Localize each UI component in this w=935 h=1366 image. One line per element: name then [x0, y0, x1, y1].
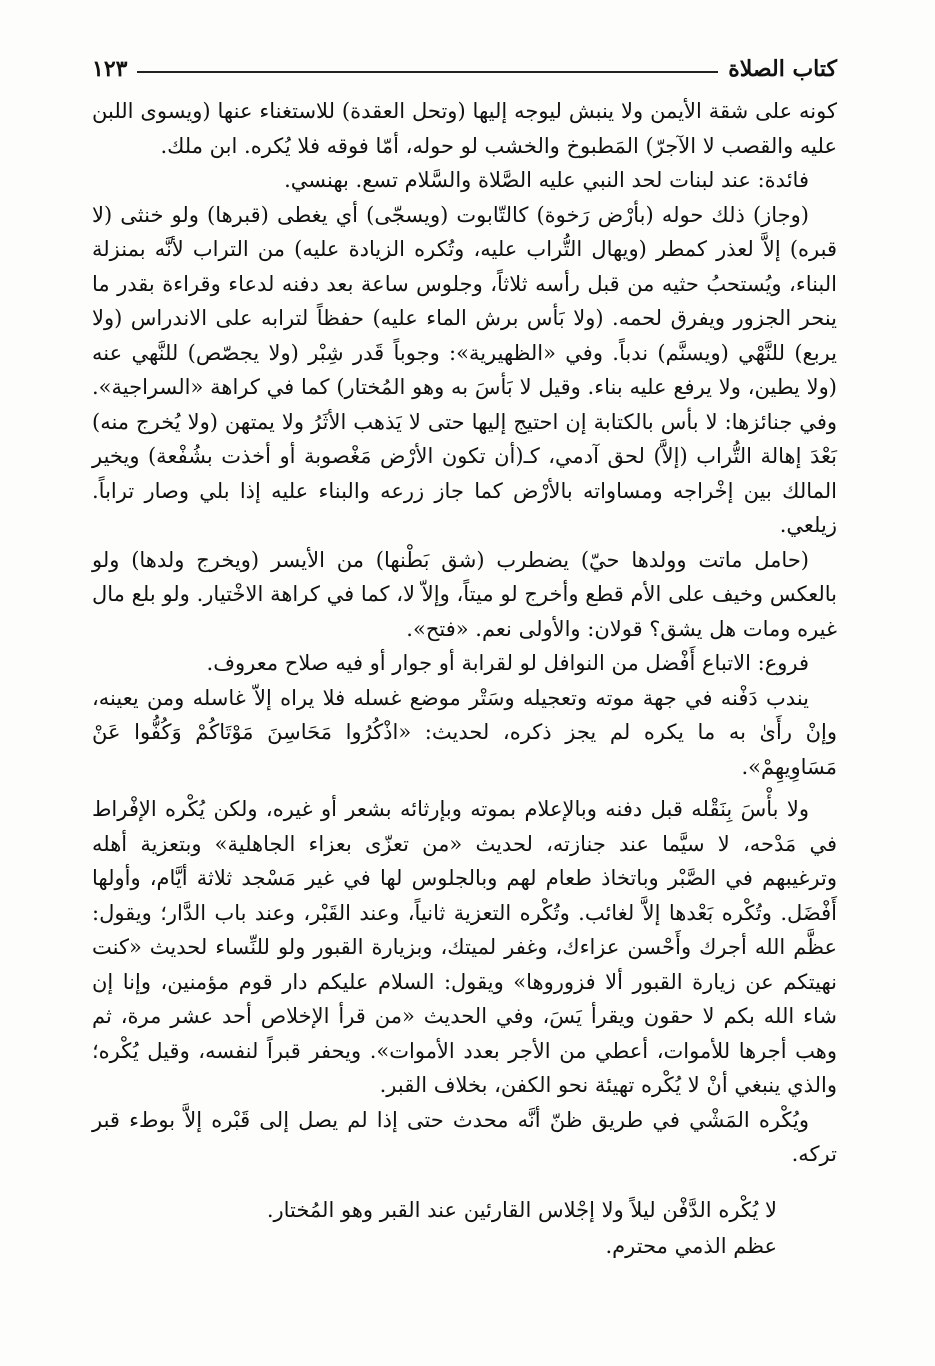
note-paragraph: فائدة: عند لبنات لحد النبي عليه الصَّلاة والسَّلام تسع. بهنسي. [284, 168, 809, 192]
book-title: كتاب الصلاة [728, 56, 837, 82]
final-note: لا يُكْره الدَّفْن ليلاً ولا إجْلاس القارئين عند القبر وهو المُختار. [266, 1197, 777, 1222]
paragraph: يندب دَفْنه في جهة موته وتعجيله وسَتْر موضع غسله فلا يراه إلاّ غاسله ومن يعينه، وإنْ رأَىٰ به ما يكره لم يجز ذكره، لحديث: «اذْكُرُوا مَحَاسِنَ مَوْتَاكُمْ وَكُفُّوا عَنْ مَسَاوِيهِمْ». [92, 685, 837, 779]
paragraph: ولا بأْسَ بِنَقْله قبل دفنه وبالإعلام بموته وبإرثائه بشعر أو غيره، ولكن يُكْره الإفْراط في مَدْحه، لا سيَّما عند جنازته، لحديث «من تعزّى بعزاء الجاهلية» وبتعزية أهله وترغيبهم في الصَّبْر وباتخاذ طعام لهم وبالجلوس لها في غير مَسْجد ثلاثة أيَّام، وأولها أَفْضَل. وتُكْره بَعْدها إلاَّ لغائب. وتُكْره التعزية ثانياً، وعند القَبْر، وعند باب الدَّار؛ ويقول: عظَّم الله أجرك وأَحْسن عزاءك، وغفر لميتك، وبزيارة القبور ولو للنِّساء لحديث «كنت نهيتكم عن زيارة القبور ألا فزوروها» ويقول: السلام عليكم دار قوم مؤمنين، وإنا إن شاء الله بكم لا حقون ويقرأ يَسَ، وفي الحديث «من قرأ الإخلاص أحد عشر مرة، ثم وهب أجرها للأموات، أعطي من الأجر بعدد الأموات». ويحفر قبراً لنفسه، وقيل يُكْره؛ والذي ينبغي أنْ لا يُكْره تهيئة نحو الكفن، بخلاف القبر. [92, 797, 837, 1097]
page-header [92, 40, 837, 82]
page-number: ١٢٣ [92, 56, 128, 82]
paragraph: كونه على شقة الأيمن ولا ينبش ليوجه إليها (وتحل العقدة) للاستغناء عنها (ويسوى اللبن عليه والقصب لا الآجرّ) المَطبوخ والخشب لو حوله، أمّا فوقه فلا يُكره. ابن ملك. [92, 99, 837, 158]
main-text [92, 94, 837, 1172]
book-page [92, 40, 837, 1336]
paragraph: (حامل ماتت وولدها حيّ) يضطرب (شق بَطْنها) من الأيسر (ويخرج ولدها) ولو بالعكس وخيف على الأم قطع وأخرج لو ميتاً، وإلاّ لا، كما في كراهة الاخْتيار. ولو بلع مال غيره ومات هل يشق؟ قولان: والأولى نعم. «فتح». [92, 547, 837, 641]
branches-heading-paragraph: فروع: الاتباع أَفْضل من النوافل لو لقرابة أو جوار أو فيه صلاح معروف. [206, 651, 809, 675]
final-note: عظم الذمي محترم. [605, 1233, 777, 1258]
paragraph: (وجاز) ذلك حوله (بأرْض رَخوة) كالتّابوت (ويسجّى) أي يغطى (قبرها) ولو خنثى (لا قبره) إلاَّ لعذر كمطر (ويهال التُّراب عليه، وتُكره الزيادة عليه) من التراب لأنَّه بمنزلة البناء، ويُستحبُ حثيه من قبل رأسه ثلاثاً، وجلوس ساعة بعد دفنه لدعاء وقراءة بقدر ما ينحر الجزور ويفرق لحمه. (ولا بَأس برش الماء عليه) حفظاً لترابه على الاندراس (ولا يربع) للنَّهْي (ويسنَّم) ندباً. وفي «الظهيرية»: وجوباً قَدر شِبْر (ولا يجصّص) للنَّهي عنه (ولا يطين، ولا يرفع عليه بناء. وقيل لا بَأسَ به وهو المُختار) كما في كراهة «السراجية». وفي جنائزها: لا بأس بالكتابة إن احتيج إليها حتى لا يَذهب الأثَرُ ولا يمتهن (ولا يُخرج منه) بَعْدَ إهالة التُّراب (إلاَّ) لحق آدمي، كـ(أن تكون الأرْض مَغْصوبة أو أخذت بشُفْعة) ويخير المالك بين إخْراجه ومساواته بالأرْض كما جاز زرعه والبناء عليه إذا بلي وصار تراباً. زيلعي. [92, 202, 837, 537]
paragraph: ويُكْره المَشْي في طريق ظنّ أنَّه محدث حتى إذا لم يصل إلى قَبْره إلاَّ بوطء قبر تركه. [92, 1107, 837, 1166]
final-notes [92, 1192, 837, 1264]
header-rule [137, 71, 718, 73]
